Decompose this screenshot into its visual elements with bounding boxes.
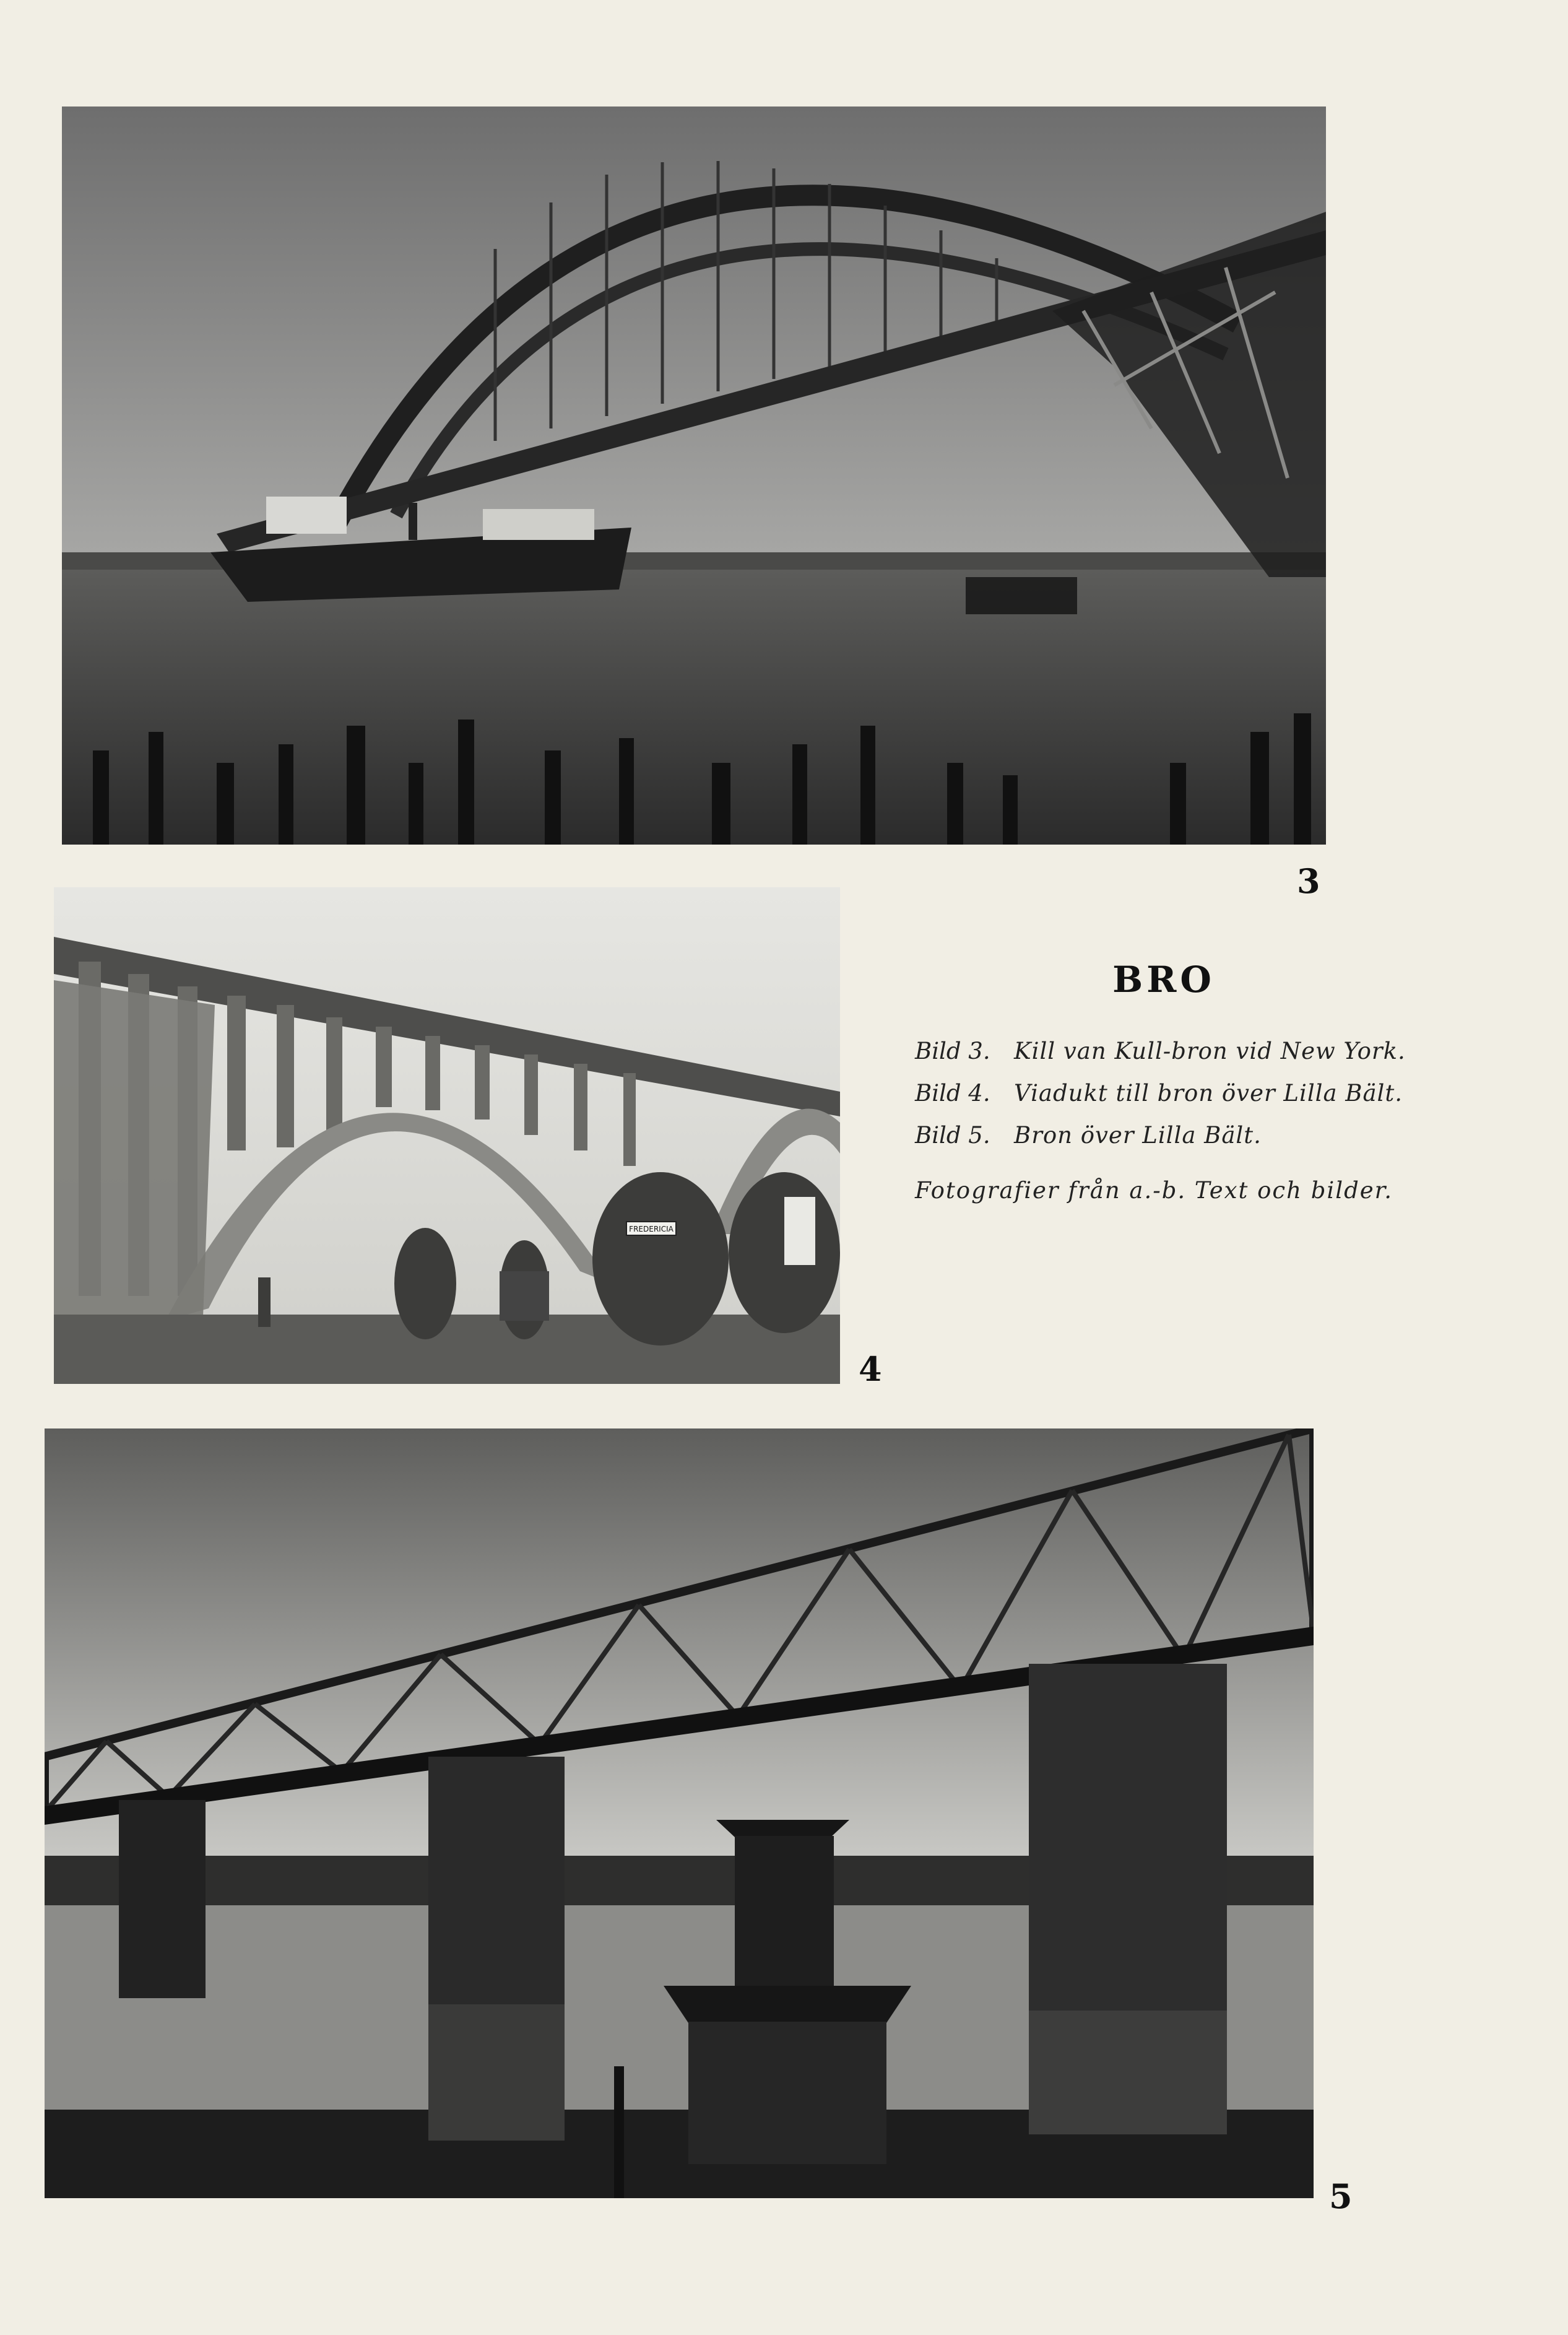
photo-number-3: 3 (1297, 861, 1320, 901)
caption-bild-3 (915, 1037, 1416, 1066)
photo-viaduct (54, 887, 840, 1384)
caption-text: Bron över Lilla Bält. (1014, 1122, 1262, 1149)
caption-label: Bild 4. (915, 1080, 990, 1107)
photo-truss-bridge (45, 1428, 1314, 2198)
photo-number-5: 5 (1329, 2176, 1353, 2216)
page-title: BRO (1112, 959, 1215, 1001)
photo-credit: Fotografier från a.-b. Text och bilder. (915, 1177, 1393, 1204)
caption-text: Viadukt till bron över Lilla Bält. (1014, 1080, 1403, 1107)
caption-bild-5 (915, 1121, 1416, 1150)
photo-number-4: 4 (859, 1349, 882, 1389)
caption-label: Bild 3. (915, 1038, 990, 1064)
caption-bild-4 (915, 1079, 1416, 1108)
caption-label: Bild 5. (915, 1122, 990, 1149)
captions (915, 1037, 1416, 1204)
sign-fredericia: FREDERICIA (629, 1225, 674, 1233)
photo-arch-bridge (62, 107, 1326, 845)
caption-text: Kill van Kull-bron vid New York. (1014, 1038, 1406, 1064)
